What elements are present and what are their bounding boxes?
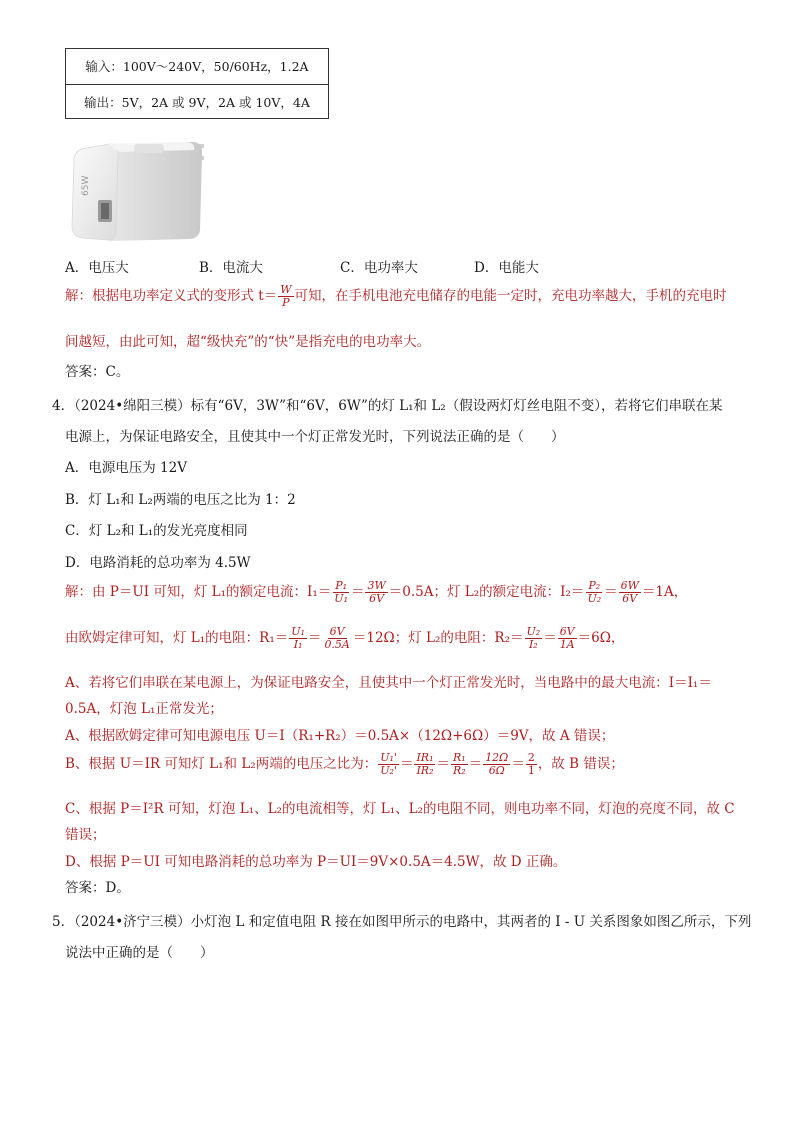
- q3-option-c: C．电功率大: [340, 260, 418, 276]
- q4-solution-line8: 错误；: [65, 827, 106, 843]
- q3-solution-fraction: $\frac{W}{P}$: [280, 283, 292, 309]
- charger-image: [68, 138, 206, 242]
- q3-solution-line2: 间越短，由此可知，超“级快充”的“快”是指充电的电功率大。: [65, 334, 431, 350]
- q4-solution-line3: A、若将它们串联在某电源上，为保证电路安全，且使其中一个灯正常发光时，当电路中的最大电流：I＝I₁＝: [65, 675, 712, 691]
- q4-stem-line2: 电源上，为保证电路安全，且使其中一个灯正常发光时，下列说法正确的是（ ）: [65, 429, 565, 445]
- q3-option-b: B．电流大: [199, 260, 263, 276]
- q4-solution-line7: C、根据 P＝I²R 可知，灯泡 L₁、L₂的电流相等，灯 L₁、L₂的电阻不同，则电功率不同，灯泡的亮度不同，故 C: [65, 801, 735, 817]
- q4-solution-line6: B、根据 U＝IR 可知灯 L₁和 L₂两端的电压之比为： $\frac{\text{U₁'}}{\text{U₂'}}$ ＝ $\frac{\text{IR₁}}{\text{IR₂}}$ ＝ $\frac{\text{R₁}}{\text{R₂}}$ ＝ $\frac{12\Omega}{6\Omega}$ ＝ $\frac{2}{1}$ ，故 B 错误；: [65, 751, 624, 777]
- q3-solution-line1: 解：根据电功率定义式的变形式 t＝ $\frac{W}{P}$ 可知，在手机电池充电储存的电能一定时，充电功率越大，手机的充电时: [65, 283, 727, 309]
- q4-option-d: D．电路消耗的总功率为 4.5W: [65, 555, 251, 571]
- charger-brand-mark: 65W: [81, 175, 91, 196]
- q3-option-a: A．电压大: [65, 260, 129, 276]
- q4-option-a: A．电源电压为 12V: [65, 460, 187, 476]
- q5-stem-line1: 5．（2024•济宁三模）小灯泡 L 和定值电阻 R 接在如图甲所示的电路中，其两者的 I - U 关系图象如图乙所示，下列: [52, 914, 752, 930]
- q3-option-d: D．电能大: [474, 260, 539, 276]
- spec-input-row: 输入：100V～240V，50/60Hz，1.2A: [85, 59, 309, 74]
- q4-solution-line4: 0.5A，灯泡 L₁正常发光；: [65, 701, 223, 717]
- q5-stem-line2: 说法中正确的是（ ）: [65, 945, 214, 961]
- q4-solution-line2: 由欧姆定律可知，灯 L₁的电阻：R₁＝ $\frac{\text{U₁}}{\text{I₁}}$ ＝ $\frac{6V}{0.5A}$ ＝12Ω；灯 L₂的电阻：R₂＝ $\frac{\text{U₂}}{\text{I₂}}$ ＝ $\frac{6V}{1A}$ ＝6Ω，: [65, 625, 625, 651]
- q3-answer: 答案：C。: [65, 364, 130, 380]
- q4-solution-line1: 解：由 P＝UI 可知，灯 L₁的额定电流：I₁＝ $\frac{\text{P₁}}{\text{U₁}}$ ＝ $\frac{3W}{6V}$ ＝0.5A；灯 L₂的额定电流：I₂＝ $\frac{\text{P₂}}{\text{U₂}}$ ＝ $\frac{6W}{6V}$ ＝1A，: [65, 579, 688, 605]
- q4-answer: 答案：D。: [65, 880, 130, 896]
- q4-stem-line1: 4．（2024•绵阳三模）标有“6V，3W”和“6V，6W”的灯 L₁和 L₂（假设两灯灯丝电阻不变），若将它们串联在某: [52, 398, 723, 414]
- q4-option-c: C．灯 L₂和 L₁的发光亮度相同: [65, 523, 248, 539]
- q4-option-b: B．灯 L₁和 L₂两端的电压之比为 1：2: [65, 492, 296, 508]
- charger-illustration: [68, 138, 206, 242]
- q4-solution-line5: A、根据欧姆定律可知电源电压 U＝I（R₁+R₂）＝0.5A×（12Ω+6Ω）＝9V，故 A 错误；: [65, 728, 615, 744]
- spec-output-row: 输出：5V，2A 或 9V，2A 或 10V，4A: [66, 84, 328, 120]
- charger-spec-table: [65, 48, 329, 119]
- q3-solution-text: 解：根据电功率定义式的变形式 t＝: [65, 288, 278, 304]
- q4-solution-line9: D、根据 P＝UI 可知电路消耗的总功率为 P＝UI＝9V×0.5A＝4.5W，故 D 正确。: [65, 854, 567, 870]
